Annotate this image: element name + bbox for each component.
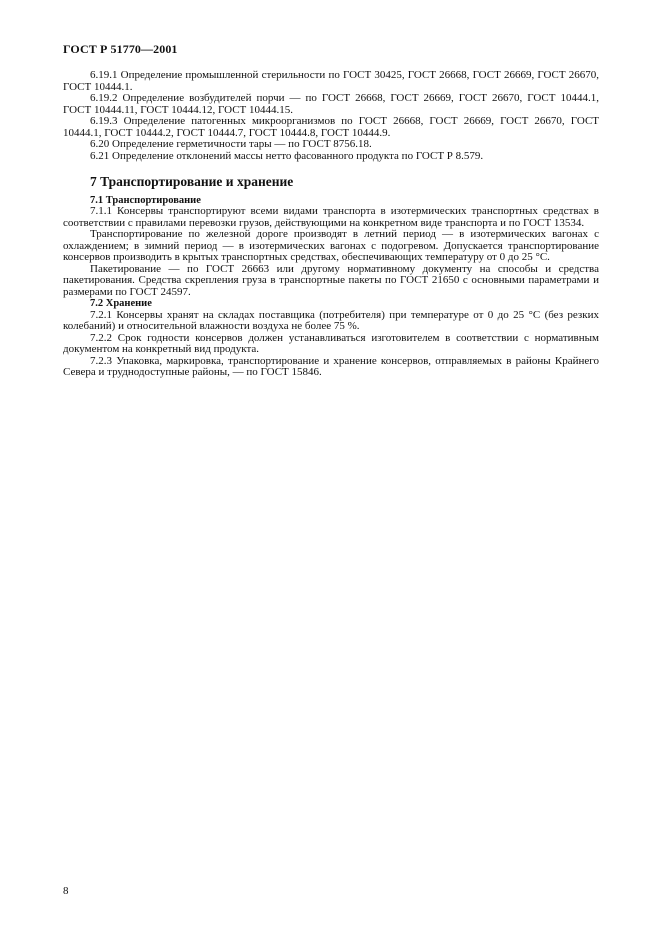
paragraph-6-19-1: 6.19.1 Определение промышленной стерильности по ГОСТ 30425, ГОСТ 26668, ГОСТ 26669, ГОСТ 26670, ГОСТ 10444.1. xyxy=(63,69,599,93)
paragraph-7-2-3: 7.2.3 Упаковка, маркировка, транспортирование и хранение консервов, отправляемых в районы Крайнего Севера и труднодоступные районы, — по ГОСТ 15846. xyxy=(63,354,599,378)
section-heading: 7 Транспортирование и хранение xyxy=(90,174,294,189)
document-body xyxy=(63,70,599,379)
subsection-heading-storage: 7.2 Хранение xyxy=(90,298,152,309)
paragraph-6-21: 6.21 Определение отклонений массы нетто фасованного продукта по ГОСТ Р 8.579. xyxy=(90,149,484,162)
page-number: 8 xyxy=(63,885,69,897)
paragraph-6-20: 6.20 Определение герметичности тары — по ГОСТ 8756.18. xyxy=(90,138,372,150)
subsection-heading-transport: 7.1 Транспортирование xyxy=(90,194,201,206)
paragraph-packaging: Пакетирование — по ГОСТ 26663 или другому нормативному документу на способы и средства пакетирования. Средства скрепления груза в транспортные пакеты по ГОСТ 21650 с основными параметрами и размерами по ГОСТ 24597. xyxy=(63,262,599,298)
paragraph-7-1-1: 7.1.1 Консервы транспортируют всеми видами транспорта в изотермических транспортных средствах в соответствии с правилами перевозки грузов, действующими на конкретном виде транспорта и по ГОСТ 13534. xyxy=(63,205,599,229)
document-header: ГОСТ Р 51770—2001 xyxy=(63,42,178,56)
paragraph-7-2-2: 7.2.2 Срок годности консервов должен устанавливаться изготовителем в соответствии с нормативным документом на конкретный вид продукта. xyxy=(63,331,599,355)
paragraph-6-19-3: 6.19.3 Определение патогенных микроорганизмов по ГОСТ 26668, ГОСТ 26669, ГОСТ 26670, ГОСТ 10444.1, ГОСТ 10444.2, ГОСТ 10444.7, ГОСТ 10444.8, ГОСТ 10444.9. xyxy=(63,115,599,139)
paragraph-7-2-1: 7.2.1 Консервы хранят на складах поставщика (потребителя) при температуре от 0 до 25 °С (без резких колебаний) и относительной влажности воздуха не более 75 %. xyxy=(63,308,599,332)
paragraph-rail-transport: Транспортирование по железной дороге производят в летний период — в изотермических вагонах с охлаждением; в зимний период — в изотермических вагонах с подогревом. Допускается транспортирование консервов производить в крытых транспортных средствах, обеспечивающих температуру от 0 до 25 °С. xyxy=(63,228,599,263)
paragraph-6-19-2: 6.19.2 Определение возбудителей порчи — по ГОСТ 26668, ГОСТ 26669, ГОСТ 26670, ГОСТ 10444.1, ГОСТ 10444.11, ГОСТ 10444.12, ГОСТ 10444.15. xyxy=(63,92,599,116)
